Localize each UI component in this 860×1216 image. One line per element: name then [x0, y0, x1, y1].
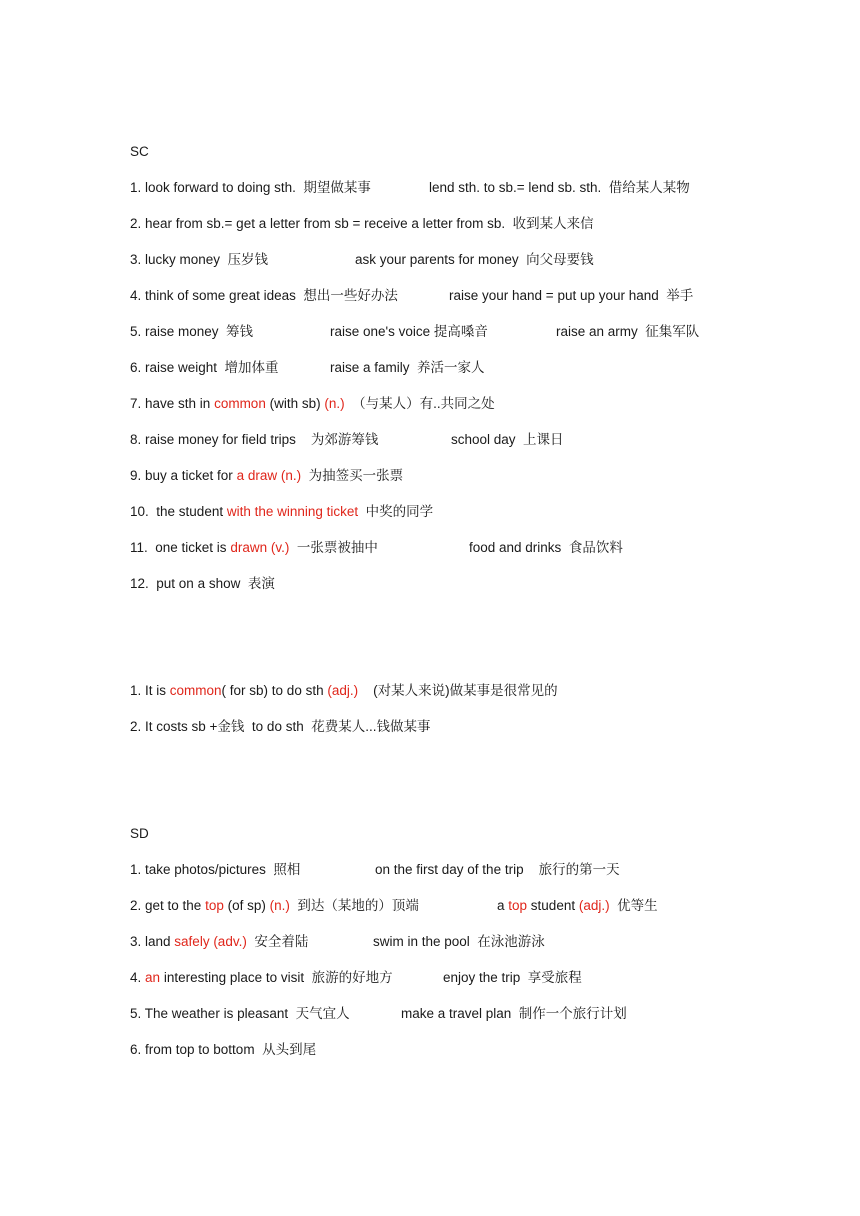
phrase-text: raise weight 增加体重 [141, 360, 279, 375]
list-item [130, 894, 658, 918]
phrase-text: put on a show 表演 [148, 576, 275, 591]
phrase-col3 [556, 320, 699, 344]
phrase-text: 到达（某地的）顶端 [289, 898, 419, 913]
phrase-text: think of some great ideas 想出一些好办法 [141, 288, 398, 303]
phrase-text: raise an army 征集军队 [556, 324, 700, 339]
item-number: 10. [130, 504, 149, 519]
phrase-text: 中奖的同学 [358, 504, 434, 519]
list-item [130, 248, 594, 272]
phrase-text: It is [141, 683, 170, 698]
highlighted-text: (n.) [324, 396, 345, 411]
item-number: 6. [130, 360, 142, 375]
phrase-col2 [443, 966, 582, 990]
highlighted-text: (n.) [269, 898, 290, 913]
list-item [130, 1038, 316, 1062]
phrase-col2 [355, 248, 594, 272]
phrase-col2 [451, 428, 564, 452]
list-item [130, 320, 700, 344]
phrase-col2 [469, 536, 623, 560]
highlighted-text: top [205, 898, 224, 913]
phrase-text: (对某人来说)做某事是很常见的 [358, 683, 558, 698]
item-number: 3. [130, 934, 142, 949]
phrase-text: school day 上课日 [451, 432, 564, 447]
list-item [130, 536, 623, 560]
phrase-text: raise a family 养活一家人 [330, 360, 485, 375]
phrase-text: look forward to doing sth. 期望做某事 [141, 180, 371, 195]
item-number: 7. [130, 396, 142, 411]
phrase-text: on the first day of the trip 旅行的第一天 [375, 862, 620, 877]
list-item [130, 392, 495, 416]
phrase-text: raise money for field trips 为郊游筹钱 [141, 432, 379, 447]
phrase-text: (with sb) [265, 396, 325, 411]
item-number: 2. [130, 898, 142, 913]
item-number: 12. [130, 576, 149, 591]
phrase-text: raise your hand = put up your hand 举手 [449, 288, 694, 303]
phrase-text: make a travel plan 制作一个旅行计划 [401, 1006, 627, 1021]
list-item [130, 356, 485, 380]
item-number: 5. [130, 324, 142, 339]
item-number: 3. [130, 252, 142, 267]
phrase-text: lucky money 压岁钱 [141, 252, 269, 267]
phrase-text: 安全着陆 [246, 934, 309, 949]
list-item [130, 572, 275, 596]
item-number: 2. [130, 719, 142, 734]
phrase-text: 为抽签买一张票 [301, 468, 404, 483]
phrase-text: a [497, 898, 509, 913]
phrase-text: take photos/pictures 照相 [141, 862, 301, 877]
highlighted-text: an [145, 970, 161, 985]
list-item [130, 464, 403, 488]
item-number: 6. [130, 1042, 142, 1057]
phrase-text: （与某人）有..共同之处 [344, 396, 495, 411]
item-number: 11. [130, 540, 148, 555]
highlighted-text: common [169, 683, 222, 698]
list-item [130, 966, 582, 990]
list-item [130, 428, 564, 452]
list-item [130, 500, 433, 524]
phrase-text: The weather is pleasant 天气宜人 [141, 1006, 350, 1021]
phrase-col2 [429, 176, 690, 200]
phrase-text: land [141, 934, 175, 949]
list-item [130, 679, 558, 703]
list-item [130, 858, 620, 882]
phrase-col2 [375, 858, 620, 882]
phrase-text: It costs sb +金钱 to do sth 花费某人...钱做某事 [141, 719, 431, 734]
list-item [130, 930, 545, 954]
phrase-text: have sth in [141, 396, 215, 411]
highlighted-text: top [508, 898, 528, 913]
phrase-col2 [330, 356, 485, 380]
item-number: 2. [130, 216, 142, 231]
phrase-text: interesting place to visit 旅游的好地方 [160, 970, 393, 985]
phrase-text: 一张票被抽中 [289, 540, 378, 555]
item-number: 1. [130, 180, 142, 195]
item-number: 4. [130, 970, 142, 985]
highlighted-text: (adj.) [327, 683, 359, 698]
phrase-text: food and drinks 食品饮料 [469, 540, 623, 555]
list-item [130, 1002, 627, 1026]
highlighted-text: safely (adv.) [174, 934, 247, 949]
phrase-text: raise money 筹钱 [141, 324, 254, 339]
highlighted-text: with the winning ticket [226, 504, 359, 519]
item-number: 1. [130, 683, 142, 698]
highlighted-text: (adj.) [578, 898, 610, 913]
phrase-text: the student [148, 504, 227, 519]
phrase-text: from top to bottom 从头到尾 [141, 1042, 317, 1057]
section-heading-sd: SD [130, 826, 149, 841]
phrase-text: raise one's voice 提高嗓音 [330, 324, 488, 339]
highlighted-text: common [214, 396, 266, 411]
item-number: 5. [130, 1006, 142, 1021]
phrase-col2 [449, 284, 693, 308]
phrase-text: ( for sb) to do sth [221, 683, 328, 698]
section-heading-sc: SC [130, 144, 149, 159]
list-item [130, 284, 694, 308]
list-item [130, 176, 690, 200]
phrase-col2 [373, 930, 545, 954]
phrase-col2 [330, 320, 488, 344]
phrase-col2 [497, 894, 658, 918]
highlighted-text: a draw (n.) [236, 468, 302, 483]
phrase-text: enjoy the trip 享受旅程 [443, 970, 582, 985]
phrase-text: student [527, 898, 579, 913]
item-number: 1. [130, 862, 142, 877]
item-number: 8. [130, 432, 142, 447]
item-number: 9. [130, 468, 142, 483]
phrase-col2 [401, 1002, 627, 1026]
phrase-text: one ticket is [147, 540, 231, 555]
phrase-text: (of sp) [223, 898, 270, 913]
list-item [130, 212, 594, 236]
phrase-text: lend sth. to sb.= lend sb. sth. 借给某人某物 [429, 180, 690, 195]
phrase-text: buy a ticket for [141, 468, 237, 483]
phrase-text: hear from sb.= get a letter from sb = receive a letter from sb. 收到某人来信 [141, 216, 594, 231]
highlighted-text: drawn (v.) [230, 540, 290, 555]
item-number: 4. [130, 288, 142, 303]
phrase-text: get to the [141, 898, 206, 913]
phrase-text: swim in the pool 在泳池游泳 [373, 934, 545, 949]
phrase-text: ask your parents for money 向父母要钱 [355, 252, 594, 267]
list-item [130, 715, 430, 739]
phrase-text: 优等生 [609, 898, 658, 913]
